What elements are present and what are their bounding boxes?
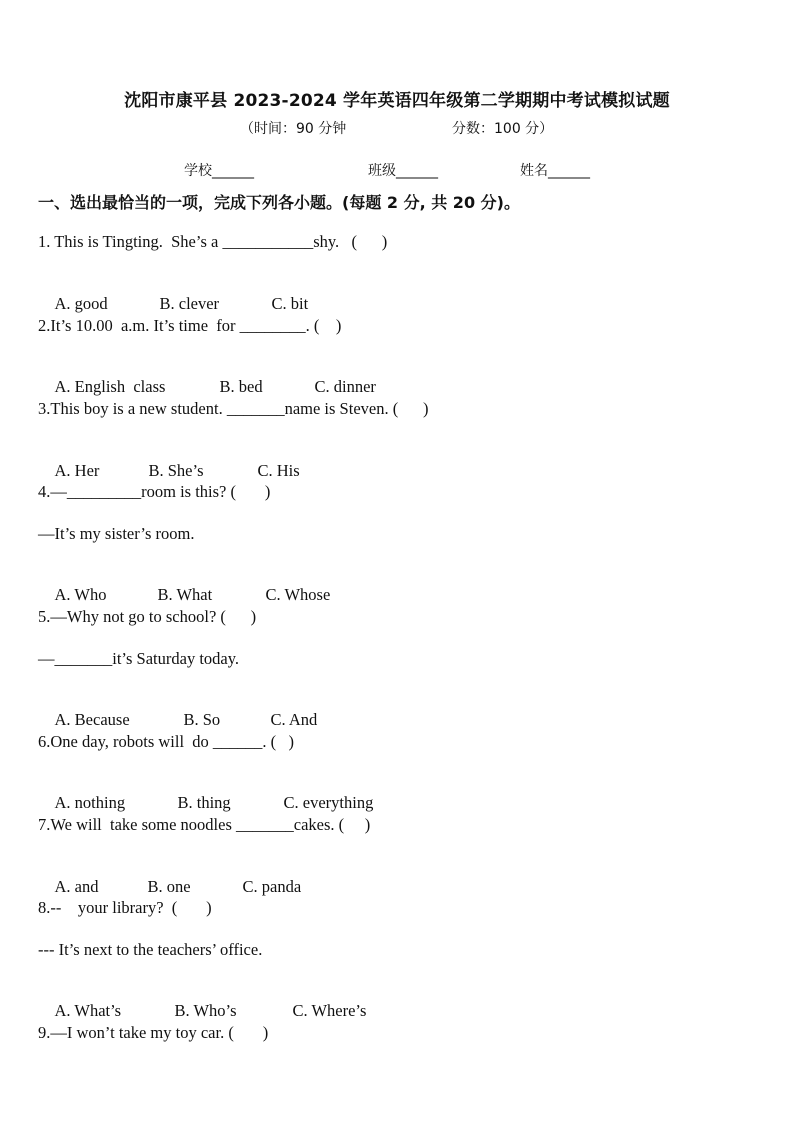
question-9-stem: 9.—I won’t take my toy car. ( ) [38, 1023, 269, 1042]
option-a: A. Who [54, 585, 107, 604]
option-c: C. dinner [314, 377, 376, 396]
option-c: C. everything [283, 793, 374, 812]
question-1-stem: 1. This is Tingting. She’s a ___________shy. ( ) [38, 232, 388, 251]
option-c: C. And [270, 710, 318, 729]
option-b: B. clever [159, 294, 220, 313]
option-b: B. What [157, 585, 213, 604]
option-b: B. Who’s [174, 1001, 237, 1020]
name-field: 姓名______ [520, 163, 590, 179]
option-a: A. Because [54, 710, 130, 729]
question-5-answer-line: —_______it’s Saturday today. [38, 649, 240, 668]
section-heading: 一、选出最恰当的一项，完成下列各小题。(每题 2 分, 共 20 分)。 [38, 193, 520, 212]
question-2-stem: 2.It’s 10.00 a.m. It’s time for ________. ( ) [38, 316, 342, 335]
option-b: B. So [183, 710, 221, 729]
option-a: A. Her [54, 461, 100, 480]
class-field: 班级______ [368, 163, 438, 179]
option-b: B. one [147, 877, 191, 896]
question-3-stem: 3.This boy is a new student. _______name is Steven. ( ) [38, 399, 429, 418]
option-c: C. Whose [265, 585, 331, 604]
option-a: A. and [54, 877, 99, 896]
option-a: A. What’s [54, 1001, 122, 1020]
option-b: B. bed [219, 377, 263, 396]
option-a: A. nothing [54, 793, 126, 812]
exam-title: 沈阳市康平县 2023-2024 学年英语四年级第二学期期中考试模拟试题 [124, 91, 670, 111]
question-5-stem: 5.—Why not go to school? ( ) [38, 607, 257, 626]
option-c: C. panda [242, 877, 302, 896]
question-6-stem: 6.One day, robots will do ______. ( ) [38, 732, 295, 751]
option-b: B. She’s [148, 461, 204, 480]
option-a: A. good [54, 294, 108, 313]
question-8-answer-line: --- It’s next to the teachers’ office. [38, 940, 263, 959]
option-b: B. thing [177, 793, 231, 812]
exam-time: （时间：90 分钟 [240, 121, 347, 137]
school-field: 学校______ [184, 163, 254, 179]
option-c: C. bit [271, 294, 309, 313]
option-a: A. English class [54, 377, 166, 396]
question-8-stem: 8.-- your library? ( ) [38, 898, 212, 917]
option-c: C. Where’s [292, 1001, 367, 1020]
question-7-stem: 7.We will take some noodles _______cakes. ( ) [38, 815, 371, 834]
question-4-stem: 4.—_________room is this? ( ) [38, 482, 271, 501]
option-c: C. His [257, 461, 300, 480]
question-4-answer-line: —It’s my sister’s room. [38, 524, 195, 543]
exam-score: 分数：100 分） [452, 121, 554, 137]
